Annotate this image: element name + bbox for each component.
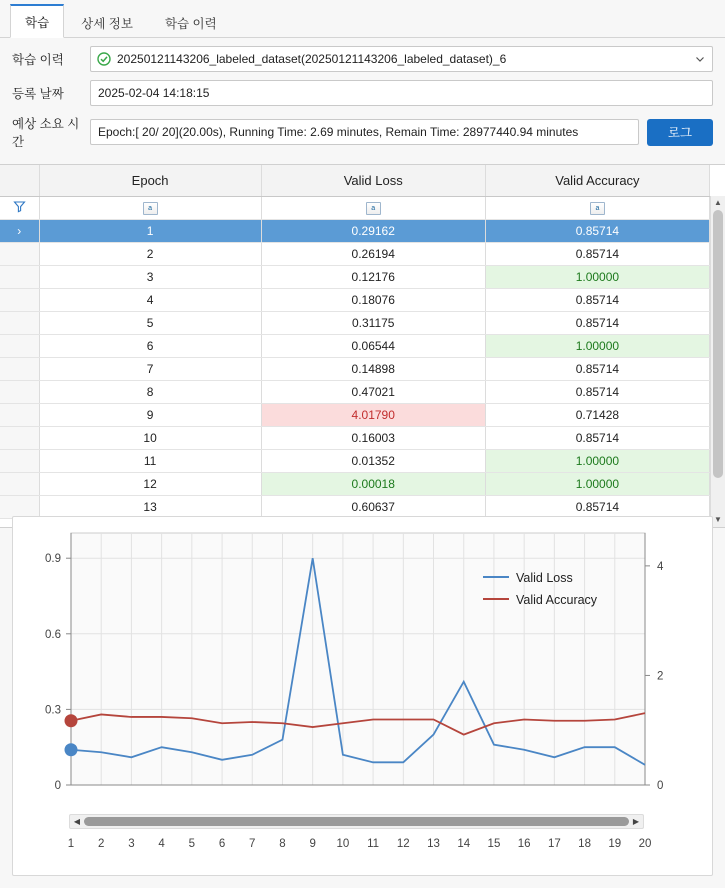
cell-valid-loss[interactable]: 0.14898: [261, 357, 485, 380]
cell-valid-accuracy[interactable]: 0.85714: [485, 288, 709, 311]
axis-label-x: 19: [608, 838, 622, 850]
eta-label: 예상 소요 시간: [12, 117, 80, 149]
date-label: 등록 날짜: [12, 87, 64, 101]
date-value: 2025-02-04 14:18:15: [98, 86, 210, 100]
metrics-chart-panel: [12, 516, 713, 876]
axis-label-x: 20: [638, 838, 652, 850]
row-indicator[interactable]: [0, 357, 39, 380]
column-header-valid-accuracy[interactable]: Valid Accuracy: [485, 165, 709, 196]
axis-label-left: 0.6: [45, 628, 61, 641]
filter-toggle[interactable]: [0, 196, 39, 219]
row-indicator[interactable]: [0, 380, 39, 403]
axis-label-x: 17: [547, 838, 561, 850]
axis-label-left: 0.9: [45, 553, 61, 566]
cell-valid-accuracy[interactable]: 0.85714: [485, 380, 709, 403]
abc-icon: a: [590, 202, 605, 215]
cell-valid-accuracy[interactable]: 0.85714: [485, 242, 709, 265]
axis-label-x: 1: [67, 838, 75, 850]
grid-vertical-scrollbar[interactable]: [710, 196, 725, 527]
axis-label-x: 3: [128, 838, 135, 850]
cell-epoch[interactable]: 12: [39, 472, 261, 495]
scroll-thumb[interactable]: [713, 210, 723, 478]
row-indicator[interactable]: [0, 472, 39, 495]
cell-epoch[interactable]: 10: [39, 426, 261, 449]
filter-cell-epoch[interactable]: [39, 196, 261, 219]
table-row[interactable]: [0, 311, 710, 334]
table-row[interactable]: [0, 219, 710, 242]
axis-label-x: 14: [457, 838, 471, 850]
history-row: [12, 46, 713, 72]
cell-valid-loss[interactable]: 0.01352: [261, 449, 485, 472]
metrics-table: [0, 165, 710, 519]
cell-epoch[interactable]: 7: [39, 357, 261, 380]
row-indicator[interactable]: [0, 495, 39, 518]
tab-details[interactable]: [66, 6, 148, 38]
metrics-grid: [0, 164, 725, 528]
cell-valid-accuracy[interactable]: 1.00000: [485, 265, 709, 288]
table-row[interactable]: [0, 449, 710, 472]
cell-valid-accuracy[interactable]: 0.85714: [485, 495, 709, 518]
cell-epoch[interactable]: 4: [39, 288, 261, 311]
table-row[interactable]: [0, 242, 710, 265]
chart-horizontal-scrollbar[interactable]: [69, 814, 644, 829]
filter-row: [0, 196, 710, 219]
cell-epoch[interactable]: 5: [39, 311, 261, 334]
filter-cell-valid-loss[interactable]: [261, 196, 485, 219]
table-header-row: [0, 165, 710, 196]
history-label: 학습 이력: [12, 53, 64, 67]
scroll-left-icon[interactable]: ◀: [73, 817, 81, 826]
cell-valid-accuracy[interactable]: 0.85714: [485, 219, 709, 242]
cell-valid-accuracy[interactable]: 1.00000: [485, 472, 709, 495]
date-row: [12, 80, 713, 106]
cell-valid-loss[interactable]: 0.31175: [261, 311, 485, 334]
eta-value: Epoch:[ 20/ 20](20.00s), Running Time: 2.69 minutes, Remain Time: 28977440.94 minutes: [98, 125, 579, 139]
tab-label: 학습: [25, 16, 50, 30]
row-indicator-header: [0, 165, 39, 196]
filter-cell-valid-accuracy[interactable]: [485, 196, 709, 219]
row-indicator[interactable]: [0, 449, 39, 472]
row-indicator[interactable]: [0, 334, 39, 357]
cell-valid-accuracy[interactable]: 0.71428: [485, 403, 709, 426]
axis-label-x: 10: [336, 838, 350, 850]
legend-label: Valid Loss: [516, 571, 573, 585]
cell-valid-loss[interactable]: 0.00018: [261, 472, 485, 495]
axis-label-left: 0.3: [45, 704, 61, 717]
cell-valid-accuracy[interactable]: 0.85714: [485, 426, 709, 449]
axis-label-x: 6: [218, 838, 226, 850]
tab-training-history[interactable]: [150, 6, 232, 38]
tab-training[interactable]: [10, 4, 64, 38]
cell-valid-loss[interactable]: 0.47021: [261, 380, 485, 403]
tab-label: 학습 이력: [164, 17, 217, 31]
history-value: 20250121143206_labeled_dataset(20250121143206_labeled_dataset)_6: [117, 52, 507, 66]
cell-epoch[interactable]: 13: [39, 495, 261, 518]
tabbar: [0, 0, 725, 38]
axis-label-left: 0: [54, 780, 61, 792]
axis-label-x: 8: [279, 838, 286, 850]
axis-label-x: 12: [396, 838, 410, 850]
scroll-up-icon[interactable]: ▲: [714, 198, 722, 207]
filter-funnel-icon[interactable]: [13, 202, 26, 216]
log-button[interactable]: 로그: [647, 119, 713, 146]
table-row[interactable]: [0, 288, 710, 311]
scroll-thumb[interactable]: [84, 817, 629, 826]
axis-label-x: 15: [487, 838, 501, 850]
eta-row: [12, 114, 713, 150]
cell-valid-accuracy[interactable]: 1.00000: [485, 334, 709, 357]
cell-epoch[interactable]: 1: [39, 219, 261, 242]
row-indicator[interactable]: [0, 288, 39, 311]
cell-epoch[interactable]: 8: [39, 380, 261, 403]
axis-label-right: 2: [657, 670, 664, 683]
table-row[interactable]: [0, 403, 710, 426]
column-header-epoch[interactable]: Epoch: [39, 165, 261, 196]
axis-label-x: 13: [427, 838, 440, 850]
cell-valid-loss[interactable]: 0.18076: [261, 288, 485, 311]
row-indicator[interactable]: [0, 242, 39, 265]
legend-label: Valid Accuracy: [516, 593, 598, 607]
axis-label-x: 11: [367, 838, 380, 850]
axis-label-x: 7: [249, 838, 256, 850]
cell-valid-loss[interactable]: 4.01790: [261, 403, 485, 426]
row-indicator[interactable]: [0, 426, 39, 449]
scroll-right-icon[interactable]: ▶: [632, 817, 640, 826]
table-row[interactable]: [0, 426, 710, 449]
scroll-down-icon[interactable]: ▼: [714, 515, 722, 524]
row-indicator[interactable]: [0, 403, 39, 426]
cell-epoch[interactable]: 9: [39, 403, 261, 426]
axis-label-right: 0: [657, 780, 664, 792]
cell-valid-loss[interactable]: 0.16003: [261, 426, 485, 449]
column-header-valid-loss[interactable]: Valid Loss: [261, 165, 485, 196]
axis-label-x: 18: [578, 838, 591, 850]
abc-icon: a: [366, 202, 381, 215]
axis-label-x: 2: [98, 838, 105, 850]
eta-field[interactable]: [90, 119, 639, 145]
cell-valid-accuracy[interactable]: 1.00000: [485, 449, 709, 472]
cell-epoch[interactable]: 11: [39, 449, 261, 472]
cell-valid-loss[interactable]: 0.26194: [261, 242, 485, 265]
abc-icon: a: [143, 202, 158, 215]
axis-label-right: 4: [657, 560, 664, 573]
data-marker: [65, 714, 78, 727]
table-row[interactable]: [0, 495, 710, 518]
table-row[interactable]: [0, 472, 710, 495]
axis-label-x: 4: [158, 838, 165, 850]
cell-valid-accuracy[interactable]: 0.85714: [485, 311, 709, 334]
cell-valid-loss[interactable]: 0.29162: [261, 219, 485, 242]
chevron-down-icon[interactable]: [694, 53, 706, 65]
table-row[interactable]: [0, 334, 710, 357]
table-row[interactable]: [0, 265, 710, 288]
row-indicator[interactable]: ›: [0, 219, 39, 242]
cell-valid-loss[interactable]: 0.06544: [261, 334, 485, 357]
cell-valid-accuracy[interactable]: 0.85714: [485, 357, 709, 380]
axis-label-x: 16: [517, 838, 531, 850]
date-field[interactable]: [90, 80, 713, 106]
cell-epoch[interactable]: 2: [39, 242, 261, 265]
row-indicator[interactable]: [0, 311, 39, 334]
history-combobox[interactable]: [90, 46, 713, 72]
cell-valid-loss[interactable]: 0.12176: [261, 265, 485, 288]
row-indicator[interactable]: [0, 265, 39, 288]
check-circle-icon: [97, 52, 111, 66]
axis-label-x: 5: [188, 838, 196, 850]
data-marker: [65, 743, 78, 756]
table-row[interactable]: [0, 380, 710, 403]
cell-epoch[interactable]: 6: [39, 334, 261, 357]
axis-label-x: 9: [309, 838, 316, 850]
form-area: [0, 38, 725, 162]
cell-epoch[interactable]: 3: [39, 265, 261, 288]
cell-valid-loss[interactable]: 0.60637: [261, 495, 485, 518]
tab-label: 상세 정보: [81, 17, 133, 31]
table-row[interactable]: [0, 357, 710, 380]
